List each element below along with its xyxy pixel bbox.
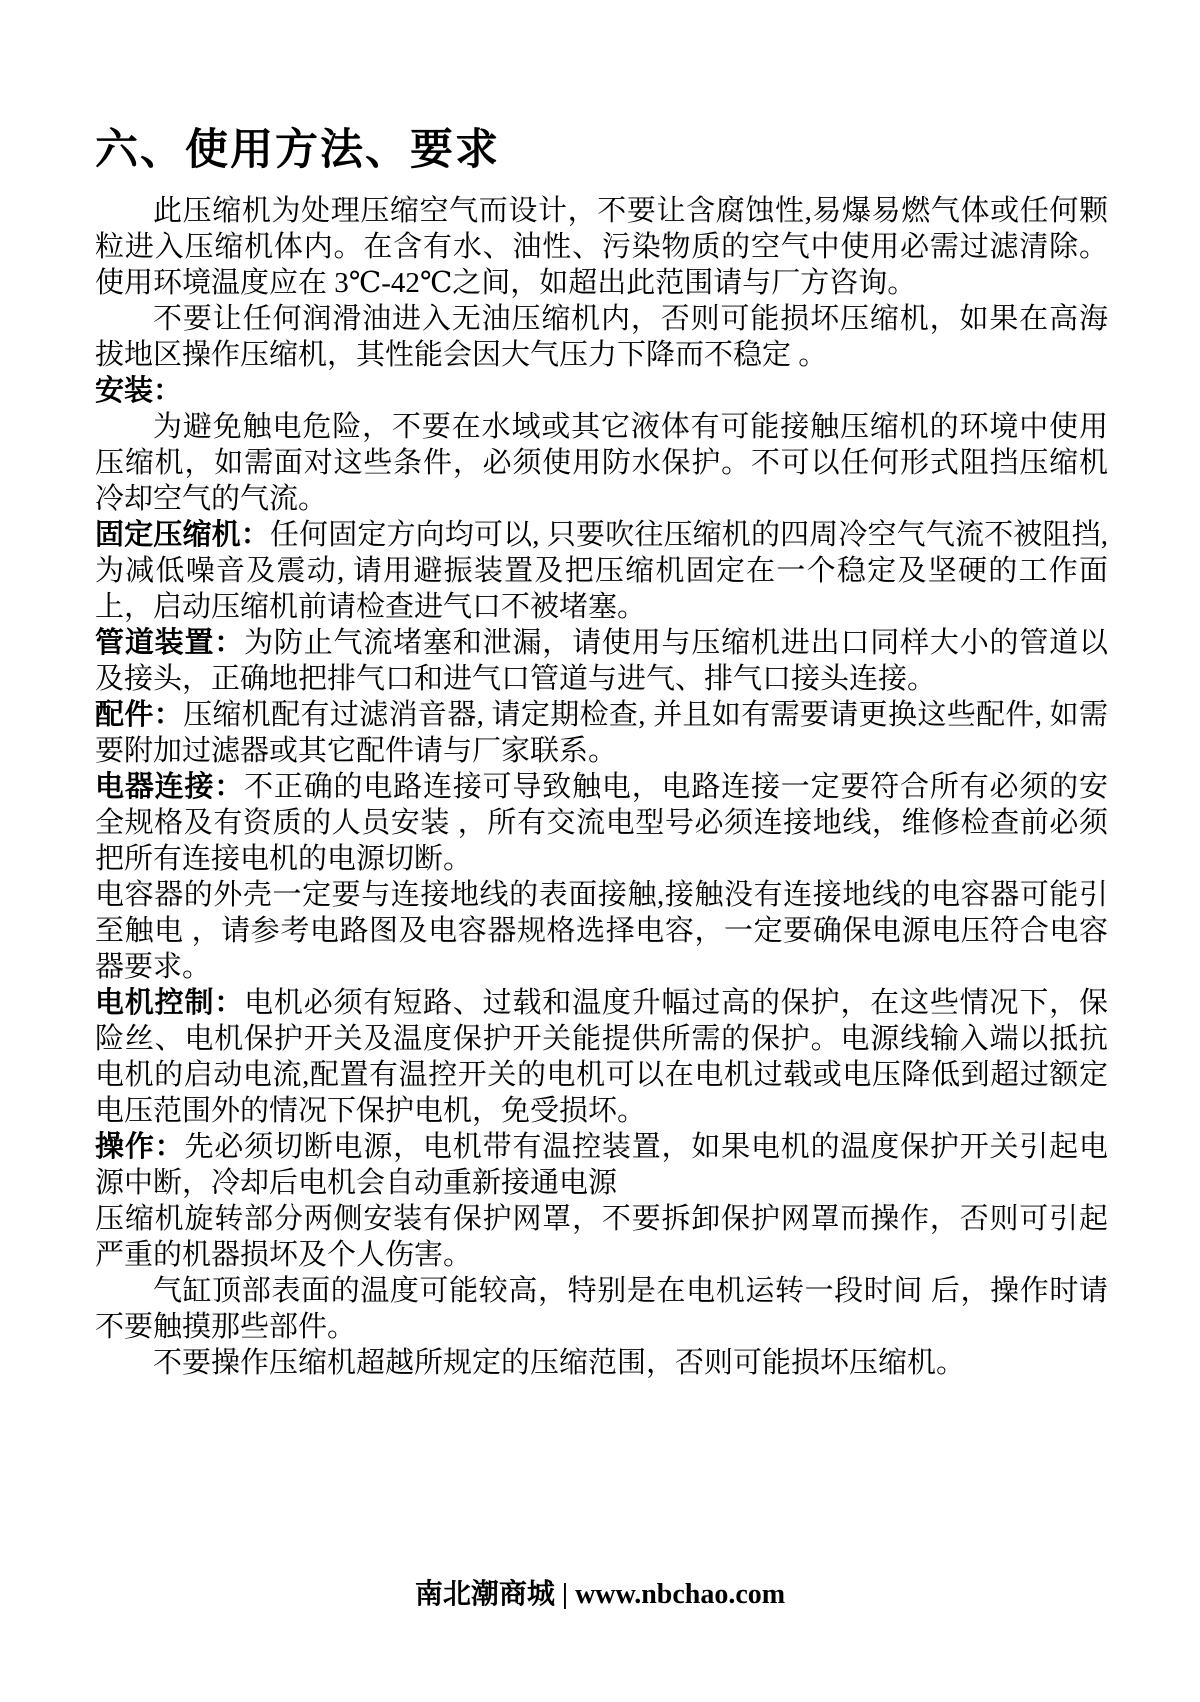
paragraph-text: 不正确的电路连接可导致触电，电路连接一定要符合所有必须的安全规格及有资质的人员安装 ，所有交流电型号必须连接地线，维修检查前必须把所有连接电机的电源切断。 xyxy=(95,771,1108,875)
paragraph-text: 电机必须有短路、过载和温度升幅过高的保护，在这些情况下，保险丝、电机保护开关及温度保护开关能提供所需的保护。电源线输入端以抵抗电机的启动电流,配置有温控开关的电机可以在电机过载或电压降低到超过额定电压范围外的情况下保护电机，免受损坏。 xyxy=(95,987,1108,1127)
paragraph-text: 任何固定方向均可以, 只要吹往压缩机的四周冷空气气流不被阻挡, 为减低噪音及震动, 请用避振装置及把压缩机固定在一个稳定及坚硬的工作面上，启动压缩机前请检查进气口不被堵塞。 xyxy=(95,519,1108,623)
footer-branding: 南北潮商城 | www.nbchao.com xyxy=(414,1579,786,1610)
paragraph xyxy=(95,1345,1108,1381)
paragraph-text: 电容器的外壳一定要与连接地线的表面接触,接触没有连接地线的电容器可能引至触电 ，请参考电路图及电容器规格选择电容，一定要确保电源电压符合电容器要求。 xyxy=(95,879,1108,983)
paragraph-text: 先必须切断电源，电机带有温控装置，如果电机的温度保护开关引起电源中断，冷却后电机会自动重新接通电源 xyxy=(95,1131,1108,1199)
paragraph-label: 操作： xyxy=(95,1131,185,1163)
document-body xyxy=(95,193,1108,1381)
paragraph-text: 为避免触电危险，不要在水域或其它液体有可能接触压缩机的环境中使用压缩机，如需面对这些条件，必须使用防水保护。不可以任何形式阻挡压缩机冷却空气的气流。 xyxy=(95,411,1108,515)
paragraph xyxy=(95,877,1108,985)
paragraph xyxy=(95,697,1108,769)
paragraph xyxy=(95,1273,1108,1345)
paragraph-label: 电机控制： xyxy=(95,987,245,1019)
paragraph xyxy=(95,625,1108,697)
paragraph xyxy=(95,769,1108,877)
paragraph-label: 电器连接： xyxy=(95,771,245,803)
paragraph-text: 压缩机旋转部分两侧安装有保护网罩，不要拆卸保护网罩而操作，否则可引起严重的机器损坏及个人伤害。 xyxy=(95,1203,1108,1271)
paragraph xyxy=(95,517,1108,625)
paragraph xyxy=(95,409,1108,517)
paragraph-text: 气缸顶部表面的温度可能较高，特别是在电机运转一段时间 后，操作时请不要触摸那些部件。 xyxy=(95,1275,1108,1343)
paragraph-text: 此压缩机为处理压缩空气而设计，不要让含腐蚀性,易爆易燃气体或任何颗粒进入压缩机体内。在含有水、油性、污染物质的空气中使用必需过滤清除。使用环境温度应在 3℃-42℃之间，如超出此范围请与厂方咨询。 xyxy=(95,195,1108,299)
paragraph xyxy=(95,193,1108,301)
paragraph-text: 不要让任何润滑油进入无油压缩机内，否则可能损坏压缩机，如果在高海拔地区操作压缩机，其性能会因大气压力下降而不稳定 。 xyxy=(95,303,1108,371)
paragraph-label: 固定压缩机： xyxy=(95,519,270,551)
paragraph xyxy=(95,1129,1108,1201)
paragraph xyxy=(95,985,1108,1129)
page-title: 六、使用方法、要求 xyxy=(95,127,500,174)
paragraph-label: 安装： xyxy=(95,375,183,407)
paragraph-label: 管道装置： xyxy=(95,627,245,659)
paragraph-text: 压缩机配有过滤消音器, 请定期检查, 并且如有需要请更换这些配件, 如需要附加过滤器或其它配件请与厂家联系。 xyxy=(95,699,1108,767)
paragraph-text: 不要操作压缩机超越所规定的压缩范围，否则可能损坏压缩机。 xyxy=(153,1347,966,1379)
paragraph xyxy=(95,1201,1108,1273)
paragraph-text: 为防止气流堵塞和泄漏，请使用与压缩机进出口同样大小的管道以及接头，正确地把排气口和进气口管道与进气、排气口接头连接。 xyxy=(95,627,1108,695)
paragraph xyxy=(95,373,1108,409)
paragraph xyxy=(95,301,1108,373)
paragraph-label: 配件： xyxy=(95,699,184,731)
